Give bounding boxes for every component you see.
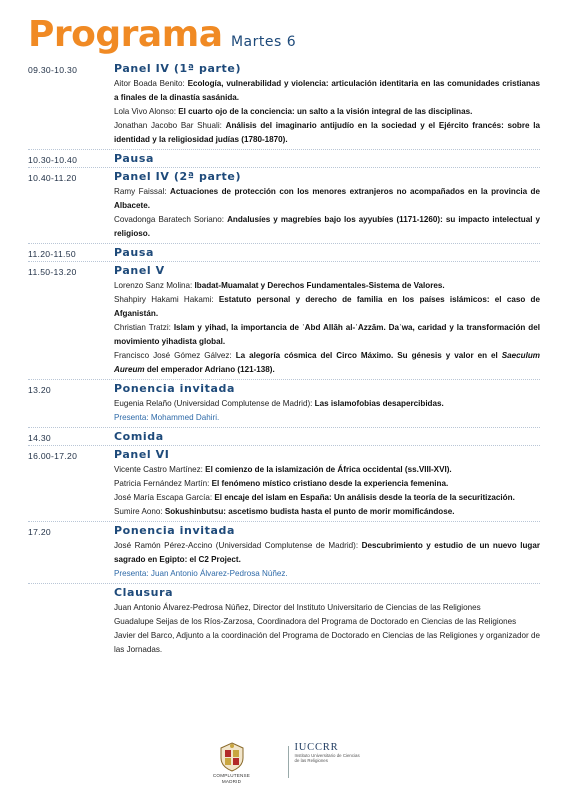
presenter-line: Presenta: Juan Antonio Álvarez-Pedrosa Núñez.: [114, 569, 288, 578]
schedule-row: [28, 427, 540, 445]
talk-title: El encaje del islam en España: Un análisis desde la teoría de la securitización.: [214, 493, 515, 502]
time-slot: 10.30-10.40: [28, 155, 78, 165]
session-title: Ponencia invitada: [114, 382, 236, 395]
iuccrr-subtitle: Instituto Universitario de Ciencias de las Religiones: [294, 753, 360, 763]
talk-speaker: Ramy Faissal:: [114, 187, 170, 196]
talk-title: Análisis del imaginario antijudío en la sociedad y el Ejército francés: sobre la identidad y la religiosidad judías (1780-1870).: [114, 121, 540, 144]
row-content: [114, 150, 540, 167]
talk-speaker: José Ramón Pérez-Accino (Universidad Complutense de Madrid):: [114, 541, 362, 550]
talk-title: Ecología, vulnerabilidad y violencia: articulación identitaria en las comunidades cristianas a finales de la dinastía sasánida.: [114, 79, 540, 102]
talk-speaker: Juan Antonio Álvarez-Pedrosa Núñez, Director del Instituto Universitario de Ciencias de las Religiones: [114, 603, 481, 612]
session-title: Ponencia invitada: [114, 524, 236, 537]
row-content: [114, 244, 540, 261]
talk-title: Actuaciones de protección con los menores extranjeros no acompañados en la provincia de Albacete.: [114, 187, 540, 210]
talk-item: [114, 213, 540, 241]
talk-title: Islam y yihad, la importancia de ʿAbd Allāh al-ʿAzzām. Daʿwa, caridad y la transformación del movimiento yihadista global.: [114, 323, 540, 346]
time-slot: 11.20-11.50: [28, 249, 76, 259]
talk-item: [114, 463, 540, 477]
iuccrr-logo: [288, 742, 365, 778]
talk-list: [114, 539, 540, 583]
talk-title: Descubrimiento y estudio de un nuevo lugar sagrado en Egipto: el C2 Project.: [114, 541, 540, 564]
talk-item: [114, 321, 540, 349]
time-slot: [28, 584, 114, 659]
talk-speaker: Lola Vivo Alonso:: [114, 107, 179, 116]
iuccrr-divider: [288, 746, 289, 778]
talk-item: [114, 293, 540, 321]
time-slot: 11.50-13.20: [28, 267, 77, 277]
talk-item: [114, 539, 540, 567]
talk-title: El fenómeno místico cristiano desde la experiencia femenina.: [211, 479, 449, 488]
talk-title-italic: Saeculum Aureum: [114, 351, 541, 374]
talk-list: [114, 601, 540, 659]
schedule-row: [28, 149, 540, 167]
talk-speaker: Guadalupe Seijas de los Ríos-Zarzosa, Coordinadora del Programa de Doctorado en Ciencias de las Religiones: [114, 617, 517, 626]
ucm-name: COMPLUTENSE: [212, 773, 251, 778]
session-title: Panel IV (2ª parte): [114, 170, 242, 183]
talk-item: [114, 397, 540, 411]
talk-item: [114, 349, 540, 377]
row-content: [114, 380, 540, 427]
ucm-logo: [202, 742, 262, 784]
talk-item: [114, 279, 540, 293]
talk-title: Ibadat-Muamalat y Derechos Fundamentales-Sistema de Valores.: [194, 281, 445, 290]
talk-speaker: Lorenzo Sanz Molina:: [114, 281, 195, 290]
talk-title: Estatuto personal y derecho de familia en los países islámicos: el caso de Afganistán.: [114, 295, 540, 318]
session-title: Comida: [114, 430, 164, 443]
talk-speaker: Aitor Boada Benito:: [114, 79, 188, 88]
ucm-city: MADRID: [221, 779, 242, 784]
talk-speaker: Francisco José Gómez Gálvez:: [114, 351, 236, 360]
time-slot: 16.00-17.20: [28, 451, 78, 461]
talk-title: El cuarto ojo de la conciencia: un salto a la visión integral de las disciplinas.: [178, 107, 473, 116]
session-title: Panel IV (1ª parte): [114, 62, 242, 75]
row-content: [114, 584, 540, 659]
talk-list: [114, 77, 540, 149]
talk-speaker: Covadonga Baratech Soriano:: [114, 215, 228, 224]
talk-speaker: Sumire Aono:: [114, 507, 165, 516]
ucm-crest-icon: [219, 742, 245, 772]
time-slot: 09.30-10.30: [28, 65, 78, 75]
schedule-row: [28, 445, 540, 521]
row-content: [114, 522, 540, 583]
talk-speaker: Shahpiry Hakami Hakami:: [114, 295, 219, 304]
row-content: [114, 168, 540, 243]
talk-speaker: José María Escapa García:: [114, 493, 215, 502]
schedule-row: [28, 379, 540, 427]
talk-list: [114, 397, 540, 427]
talk-item: [114, 105, 540, 119]
time-slot: 17.20: [28, 527, 52, 537]
session-title: Pausa: [114, 152, 154, 165]
talk-speaker: Eugenia Relaño (Universidad Complutense de Madrid):: [114, 399, 315, 408]
row-content: [114, 60, 540, 149]
row-content: [114, 262, 540, 379]
talk-title: La alegoría cósmica del Circo Máximo. Su génesis y valor en el: [235, 351, 502, 360]
talk-item: [114, 491, 540, 505]
talk-list: [114, 279, 540, 379]
page-header: [28, 14, 296, 58]
talk-item: [114, 119, 540, 147]
row-content: [114, 446, 540, 521]
schedule: [28, 60, 540, 659]
footer-logos: [0, 742, 566, 784]
schedule-row: [28, 521, 540, 583]
talk-speaker: Javier del Barco, Adjunto a la coordinación del Programa de Doctorado en Ciencias de las Religiones y organizador de las Jornadas.: [114, 631, 540, 654]
time-slot: 10.40-11.20: [28, 173, 77, 183]
iuccrr-title: IUCCRR: [294, 742, 339, 753]
page-title: Programa: [28, 14, 223, 55]
talk-item: [114, 477, 540, 491]
talk-item: [114, 185, 540, 213]
talk-item: [114, 77, 540, 105]
time-slot: 13.20: [28, 385, 52, 395]
presenter-line: Presenta: Mohammed Dahiri.: [114, 413, 220, 422]
schedule-row: [28, 167, 540, 243]
schedule-row: [28, 243, 540, 261]
talk-title: Andalusíes y magrebíes bajo los ayyubíes (1171-1260): su impacto intelectual y religioso.: [114, 215, 540, 238]
row-content: [114, 428, 540, 445]
schedule-row: [28, 60, 540, 149]
session-title: Panel VI: [114, 448, 170, 461]
time-slot: 14.30: [28, 433, 52, 443]
talk-speaker: Christian Tratzi:: [114, 323, 174, 332]
schedule-row: [28, 261, 540, 379]
talk-speaker: Patricia Fernández Martín:: [114, 479, 212, 488]
talk-item: [114, 629, 540, 657]
talk-title: Las islamofobias desapercibidas.: [314, 399, 444, 408]
schedule-row: [28, 583, 540, 659]
talk-item: [114, 615, 540, 629]
talk-title: Sokushinbutsu: ascetismo budista hasta el punto de morir momificándose.: [164, 507, 455, 516]
talk-title-end: del emperador Adriano (121-138).: [144, 365, 275, 374]
talk-speaker: Vicente Castro Martínez:: [114, 465, 206, 474]
talk-item: [114, 601, 540, 615]
talk-list: [114, 185, 540, 243]
talk-title: El comienzo de la islamización de África occidental (ss.VIII-XVI).: [205, 465, 452, 474]
talk-item: [114, 505, 540, 519]
session-title: Clausura: [114, 586, 174, 599]
talk-list: [114, 463, 540, 521]
page-subtitle: Martes 6: [230, 34, 297, 50]
talk-speaker: Jonathan Jacobo Bar Shuali:: [114, 121, 226, 130]
session-title: Pausa: [114, 246, 154, 259]
session-title: Panel V: [114, 264, 165, 277]
